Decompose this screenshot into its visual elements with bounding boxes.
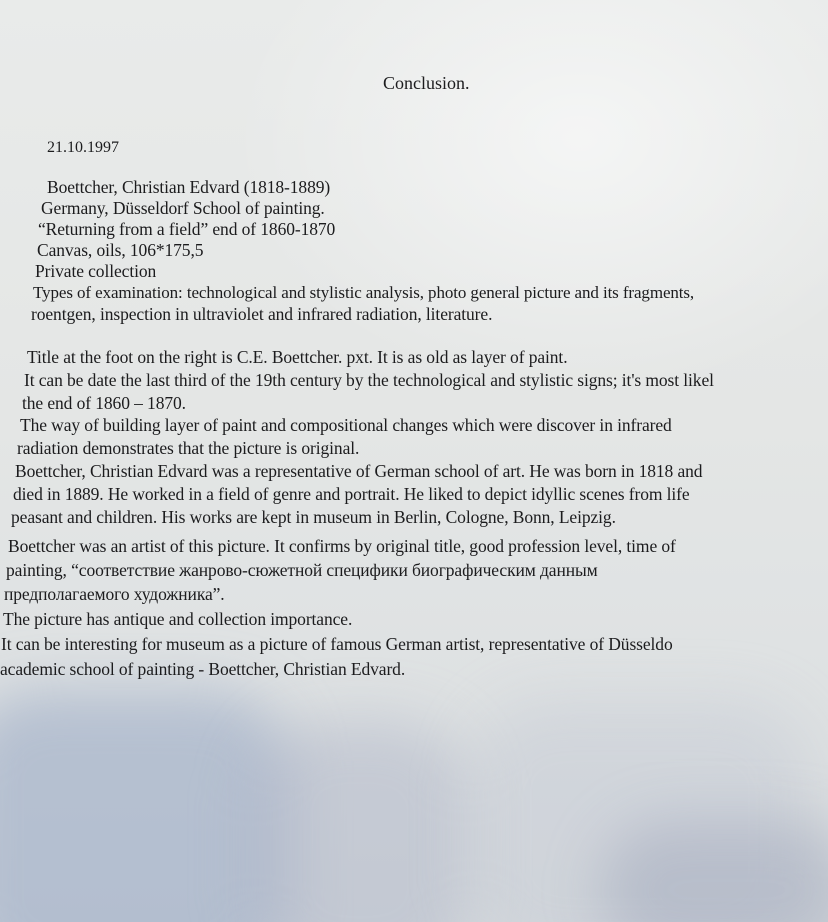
- text-line: Types of examination: technological and stylistic analysis, photo general picture and its fragments,: [33, 283, 695, 302]
- document-date: 21.10.1997: [47, 139, 119, 156]
- text-line: academic school of painting - Boettcher, Christian Edvard.: [0, 659, 406, 679]
- text-line: The way of building layer of paint and compositional changes which were discover in infrared: [20, 415, 672, 435]
- document-title: Conclusion.: [383, 73, 470, 93]
- text-line: Canvas, oils, 106*175,5: [37, 240, 204, 260]
- text-line: “Returning from a field” end of 1860-1870: [38, 219, 336, 239]
- text-line: peasant and children. His works are kept in museum in Berlin, Cologne, Bonn, Leipzig.: [11, 507, 616, 527]
- shadow-overlay: [470, 700, 810, 922]
- text-line: Private collection: [35, 261, 157, 281]
- text-line: Boettcher, Christian Edvard (1818-1889): [47, 177, 331, 197]
- text-line: The picture has antique and collection importance.: [3, 609, 353, 629]
- text-line: Boettcher, Christian Edvard was a representative of German school of art. He was born in 1818 and: [15, 461, 703, 481]
- shadow-overlay: [600, 820, 828, 922]
- text-line: radiation demonstrates that the picture is original.: [17, 438, 360, 458]
- text-line: Title at the foot on the right is C.E. Boettcher. pxt. It is as old as layer of paint.: [27, 347, 568, 367]
- text-line: roentgen, inspection in ultraviolet and infrared radiation, literature.: [31, 304, 493, 324]
- text-line: painting, “соответствие жанрово-сюжетной специфики биографическим данным: [6, 560, 598, 580]
- text-line: Boettcher was an artist of this picture. It confirms by original title, good profession level, time of: [8, 536, 676, 556]
- text-line: Germany, Düsseldorf School of painting.: [41, 198, 325, 218]
- shadow-overlay: [0, 690, 290, 922]
- text-line: It can be interesting for museum as a picture of famous German artist, representative of Düsseldo: [1, 634, 673, 654]
- text-line: the end of 1860 – 1870.: [22, 393, 186, 413]
- text-line: предполагаемого художника”.: [4, 584, 225, 604]
- text-line: died in 1889. He worked in a field of genre and portrait. He liked to depict idyllic scenes from life: [13, 484, 690, 504]
- text-line: It can be date the last third of the 19th century by the technological and stylistic signs; it's most likel: [24, 370, 714, 390]
- shadow-overlay: [250, 720, 470, 922]
